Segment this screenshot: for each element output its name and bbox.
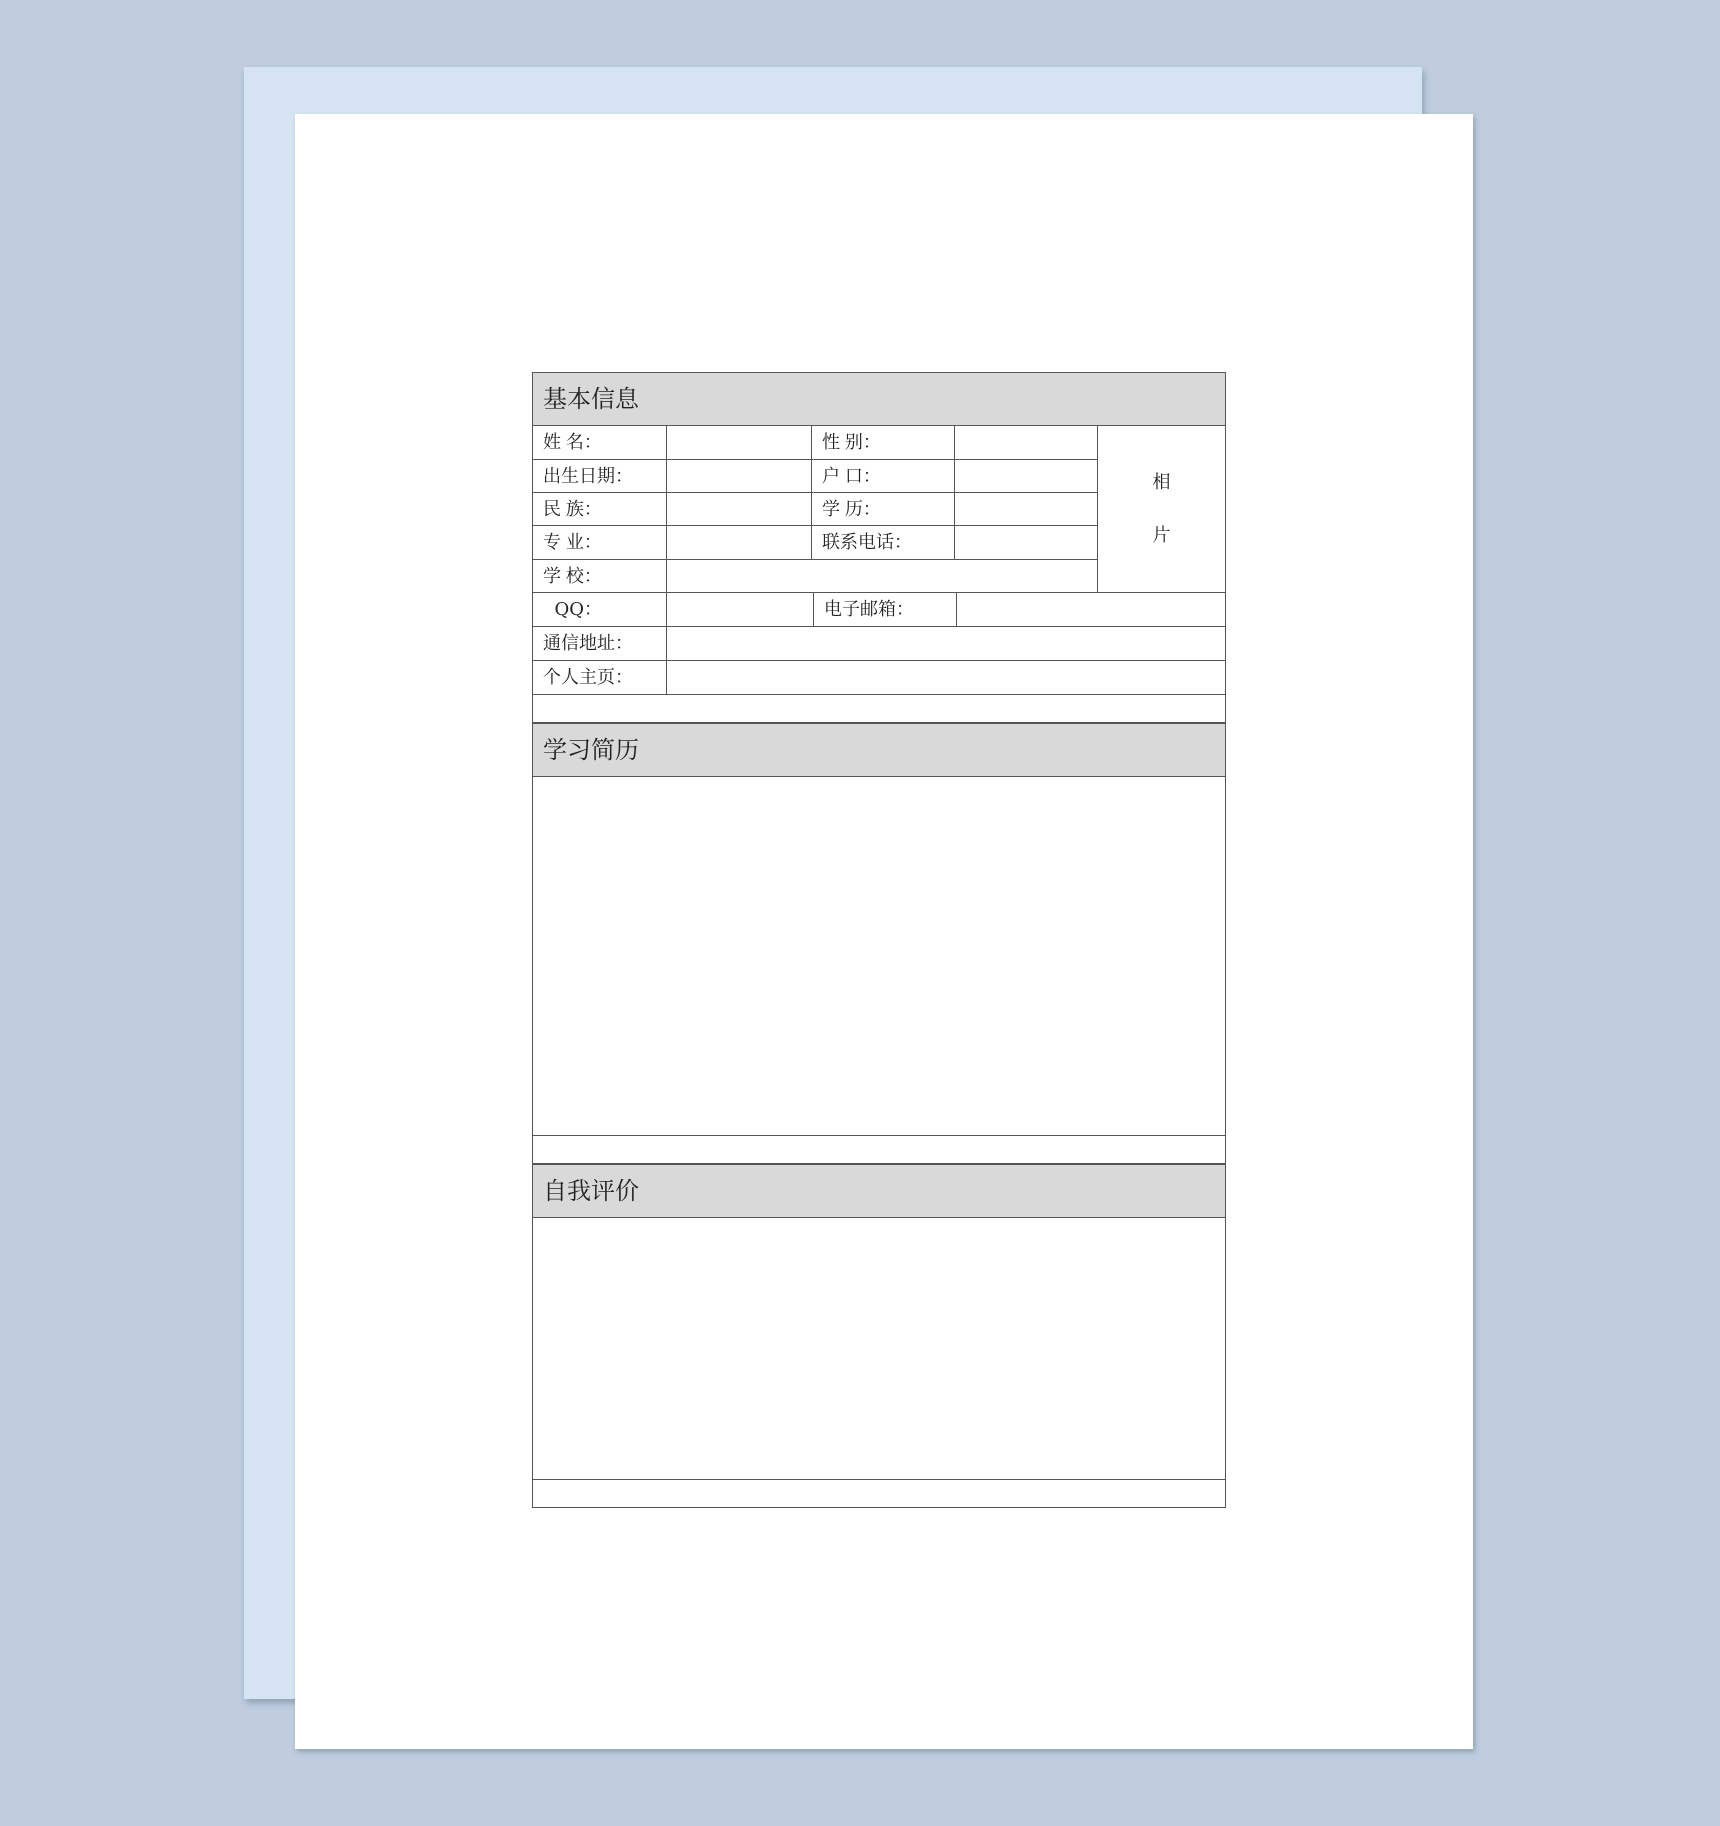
input-email[interactable] <box>957 593 1225 627</box>
basic-info-grid <box>532 425 1226 695</box>
spacer-row <box>532 1480 1226 1508</box>
label-hukou: 户 口： <box>812 460 955 493</box>
input-hukou[interactable] <box>955 460 1098 493</box>
section-header-evaluation: 自我评价 <box>532 1164 1226 1217</box>
label-education: 学 历： <box>812 493 955 526</box>
label-qq: QQ： <box>533 593 667 627</box>
input-major[interactable] <box>667 526 812 560</box>
label-address: 通信地址： <box>533 627 667 661</box>
photo-box[interactable] <box>1098 426 1225 593</box>
input-phone[interactable] <box>955 526 1098 560</box>
input-homepage[interactable] <box>667 661 1225 695</box>
label-ethnicity: 民 族： <box>533 493 667 526</box>
input-gender[interactable] <box>955 426 1098 460</box>
label-homepage: 个人主页： <box>533 661 667 695</box>
input-ethnicity[interactable] <box>667 493 812 526</box>
resume-form <box>532 372 1226 1508</box>
input-education[interactable] <box>955 493 1098 526</box>
input-address[interactable] <box>667 627 1225 661</box>
spacer-row <box>532 1136 1226 1164</box>
photo-label-2: 片 <box>1152 524 1171 546</box>
photo-label-1: 相 <box>1152 471 1171 493</box>
section-header-study: 学习简历 <box>532 723 1226 776</box>
input-birth-date[interactable] <box>667 460 812 493</box>
label-major: 专 业： <box>533 526 667 560</box>
section-header-basic-info: 基本信息 <box>532 372 1226 425</box>
label-birth-date: 出生日期： <box>533 460 667 493</box>
label-email: 电子邮箱： <box>814 593 957 627</box>
label-name: 姓 名： <box>533 426 667 460</box>
self-evaluation-area[interactable] <box>532 1217 1226 1480</box>
label-gender: 性 别： <box>812 426 955 460</box>
input-name[interactable] <box>667 426 812 460</box>
label-school: 学 校： <box>533 560 667 593</box>
spacer-row <box>532 695 1226 723</box>
input-qq[interactable] <box>667 593 814 627</box>
input-school[interactable] <box>667 560 1098 593</box>
study-history-area[interactable] <box>532 776 1226 1136</box>
label-phone: 联系电话： <box>812 526 955 560</box>
